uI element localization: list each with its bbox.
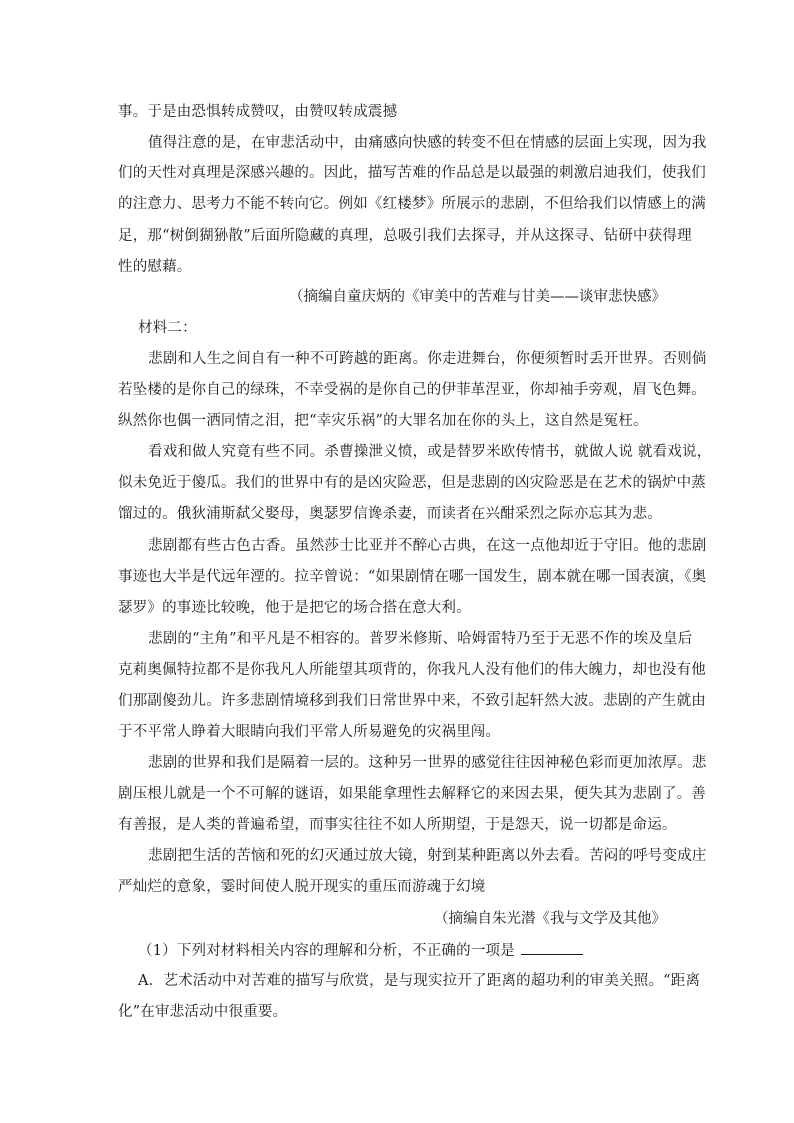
material-two-label: 材料二： (138, 320, 197, 336)
paragraph-line: 事迹也大半是代远年湮的。拉辛曾说：“如果剧情在哪一国发生，剧本就在哪一国表演，《奥 (118, 569, 707, 585)
paragraph-line: 悲剧和人生之间自有一种不可跨越的距离。你走进舞台，你便须暂时丢开世界。否则倘 (148, 351, 707, 367)
paragraph-line: 悲剧的“主角”和平凡是不相容的。普罗米修斯、哈姆雷特乃至于无恶不作的埃及皇后 (148, 631, 693, 647)
paragraph-line: 看戏和做人究竟有些不同。杀曹操泄义愤，或是替罗米欧传情书，就做人说 就看戏说， (148, 444, 712, 460)
notice-paragraph-line: 值得注意的是，在审悲活动中，由痛感向快感的转变不但在情感的层面上实现，因为我 (148, 135, 707, 151)
notice-paragraph-line: 性的慰藉。 (118, 259, 192, 275)
paragraph-line: 瑟罗》的事迹比较晚，他于是把它的场合搭在意大利。 (118, 600, 471, 616)
paragraph-line: 悲剧把生活的苦恼和死的幻灭通过放大镜，射到某种距离以外去看。苦闷的呼号变成庄 (148, 848, 707, 864)
prev-paragraph-line: 事。于是由恐惧转成赞叹，由赞叹转成震撼 (118, 104, 398, 120)
paragraph-line: 纵然你也偶一洒同情之泪，把“幸灾乐祸”的大罪名加在你的头上，这自然是冤枉。 (118, 413, 648, 429)
paragraph-line: 剧压根儿就是一个不可解的谜语，如果能拿理性去解释它的来因去果，便失其为悲剧了。善 (118, 786, 706, 802)
paragraph-line: 有善报，是人类的普遍希望，而事实往往不如人所期望，于是怨天，说一切都是命运。 (118, 817, 677, 833)
notice-paragraph-line: 们的天性对真理是深感兴趣的。因此，描写苦难的作品总是以最强的刺激启迪我们，使我们 (118, 165, 706, 181)
source-citation-one: （摘编自童庆炳的《审美中的苦难与甘美——谈审悲快感》 (289, 289, 666, 305)
answer-blank (521, 940, 583, 955)
notice-paragraph-line: 的注意力、思考力不能不转向它。例如《红楼梦》所展示的悲剧，不但给我们以情感上的满 (118, 196, 706, 212)
question-stem-text: （1）下列对材料相关内容的理解和分析，不正确的一项是 (138, 943, 515, 959)
paragraph-line: 似未免近于傻瓜。我们的世界中有的是凶灾险恶，但是悲剧的凶灾险恶是在艺术的锅炉中蒸 (118, 475, 706, 491)
option-a-line: A．艺术活动中对苦难的描写与欣赏，是与现实拉开了距离的超功利的审美关照。“距离 (138, 973, 701, 989)
source-citation-two: （摘编自朱光潜《我与文学及其他》 (434, 911, 666, 927)
paragraph-line: 严灿烂的意象，霎时间使人脱开现实的重压而游魂于幻境 (118, 879, 486, 895)
paragraph-line: 于不平常人睁着大眼睛向我们平常人所易避免的灾祸里闯。 (118, 724, 501, 740)
paragraph-line: 们那副傻劲儿。许多悲剧情境移到我们日常世界中来，不致引起轩然大波。悲剧的产生就由 (118, 693, 706, 709)
paragraph-line: 悲剧都有些古色古香。虽然莎士比亚并不醉心古典，在这一点他却近于守旧。他的悲剧 (148, 538, 707, 554)
paragraph-line: 若坠楼的是你自己的绿珠，不幸受祸的是你自己的伊菲革涅亚，你却袖手旁观，眉飞色舞。 (118, 382, 706, 398)
notice-paragraph-line: 足，那“树倒猢狲散”后面所隐藏的真理，总吸引我们去探寻，并从这探寻、钻研中获得理 (118, 228, 692, 244)
question-stem (138, 940, 583, 961)
paragraph-line: 馏过的。俄狄浦斯弑父娶母，奥瑟罗信谗杀妻，而读者在兴酣采烈之际亦忘其为悲。 (118, 506, 662, 522)
paragraph-line: 克莉奥佩特拉都不是你我凡人所能望其项背的，你我凡人没有他们的伟大魄力，却也没有他 (118, 662, 706, 678)
paragraph-line: 悲剧的世界和我们是隔着一层的。这种另一世界的感觉往往因神秘色彩而更加浓厚。悲 (148, 755, 707, 771)
option-a-line: 化”在审悲活动中很重要。 (118, 1004, 288, 1020)
